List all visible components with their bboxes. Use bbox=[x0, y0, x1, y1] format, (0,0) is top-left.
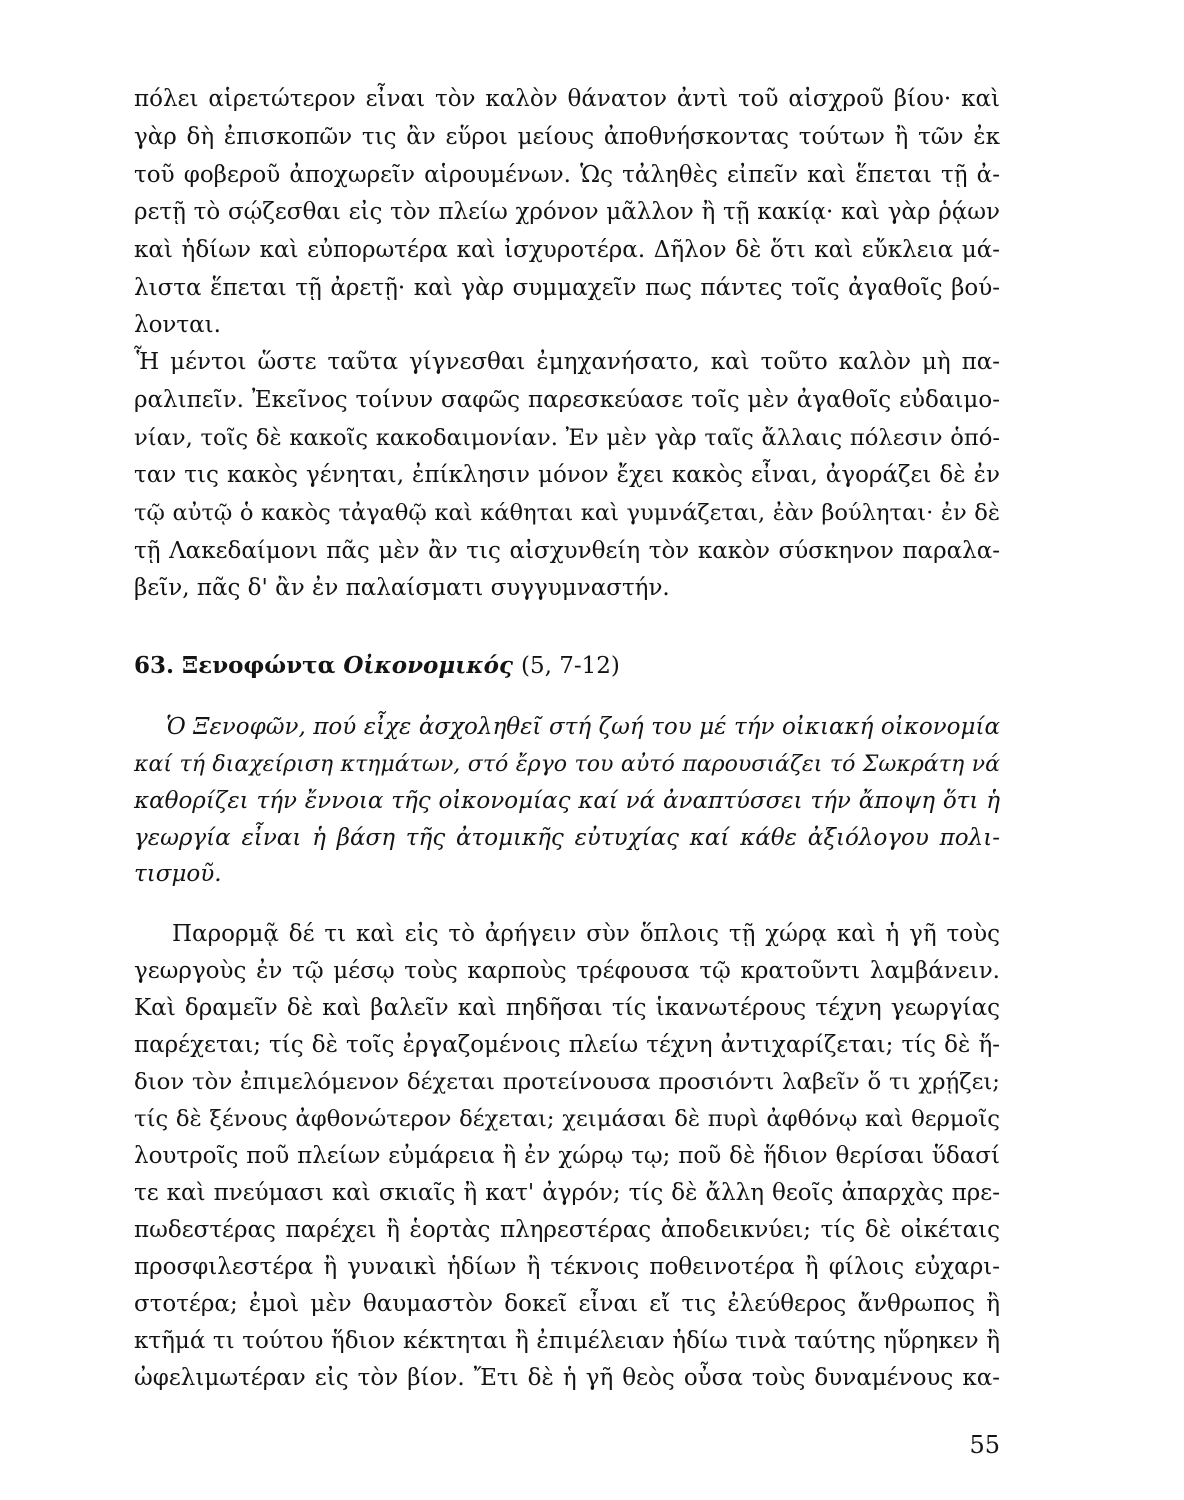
text-line: νίαν, τοῖς δὲ κακοῖς κακοδαιμονίαν. Ἐν μὲν γὰρ ταῖς ἄλλαις πόλεσιν ὁπό- bbox=[134, 425, 1000, 451]
text-line: Παρορμᾷ δέ τι καὶ εἰς τὸ ἀρήγειν σὺν ὅπλοις τῇ χώρᾳ καὶ ἡ γῆ τοὺς bbox=[172, 921, 1000, 947]
text-line: ὠφελιμωτέραν εἰς τὸν βίον. Ἔτι δὲ ἡ γῆ θεὸς οὖσα τοὺς δυναμένους κα- bbox=[134, 1365, 1000, 1391]
text-line: τῷ αὐτῷ ὁ κακὸς τἀγαθῷ καὶ κάθηται καὶ γυμνάζεται, ἐὰν βούληται· ἐν δὲ bbox=[134, 500, 1000, 526]
text-line: λουτροῖς ποῦ πλείων εὐμάρεια ἢ ἐν χώρῳ τῳ; ποῦ δὲ ἥδιον θερίσαι ὕδασί bbox=[134, 1143, 1000, 1169]
text-line: ταν τις κακὸς γένηται, ἐπίκλησιν μόνον ἔχει κακὸς εἶναι, ἀγοράζει δὲ ἐν bbox=[134, 462, 1000, 488]
page-number: 55 bbox=[969, 1431, 1000, 1459]
intro-line: καθορίζει τήν ἔννοια τῆς οἰκονομίας καί νά ἀναπτύσσει τήν ἄποψη ὅτι ἡ bbox=[134, 788, 1000, 814]
text-line: Καὶ δραμεῖν δὲ καὶ βαλεῖν καὶ πηδῆσαι τίς ἱκανωτέρους τέχνη γεωργίας bbox=[134, 995, 1000, 1021]
intro-line: Ὁ Ξενοφῶν, πού εἶχε ἀσχοληθεῖ στή ζωή του μέ τήν οἰκιακή οἰκονομία bbox=[166, 714, 1000, 740]
text-line: ραλιπεῖν. Ἐκεῖνος τοίνυν σαφῶς παρεσκεύασε τοῖς μὲν ἀγαθοῖς εὐδαιμο- bbox=[134, 387, 1000, 413]
text-line: ρετῇ τὸ σῴζεσθαι εἰς τὸν πλείω χρόνον μᾶλλον ἢ τῇ κακίᾳ· καὶ γὰρ ῥᾴων bbox=[134, 199, 1000, 225]
text-line: λονται. bbox=[134, 312, 221, 338]
text-line: διον τὸν ἐπιμελόμενον δέχεται προτείνουσα προσιόντι λαβεῖν ὅ τι χρῄζει; bbox=[134, 1069, 1000, 1095]
text-line: πόλει αἱρετώτερον εἶναι τὸν καλὸν θάνατον ἀντὶ τοῦ αἰσχροῦ βίου· καὶ bbox=[134, 86, 1000, 112]
text-line: τῇ Λακεδαίμονι πᾶς μὲν ἂν τις αἰσχυνθείη τὸν κακὸν σύσκηνον παραλα- bbox=[134, 538, 1000, 564]
text-line: γεωργοὺς ἐν τῷ μέσῳ τοὺς καρποὺς τρέφουσα τῷ κρατοῦντι λαμβάνειν. bbox=[134, 958, 1000, 984]
text-line: τίς δὲ ξένους ἀφθονώτερον δέχεται; χειμάσαι δὲ πυρὶ ἀφθόνῳ καὶ θερμοῖς bbox=[134, 1106, 1000, 1132]
section-number: 63. bbox=[134, 652, 175, 679]
text-line: κτῆμά τι τούτου ἥδιον κέκτηται ἢ ἐπιμέλειαν ἡδίω τινὰ ταύτης ηὕρηκεν ἢ bbox=[134, 1328, 1000, 1354]
intro-line: καί τή διαχείριση κτημάτων, στό ἔργο του αὐτό παρουσιάζει τό Σωκράτη νά bbox=[134, 751, 1000, 777]
text-line: πωδεστέρας παρέχει ἢ ἑορτὰς πληρεστέρας ἀποδεικνύει; τίς δὲ οἰκέταις bbox=[134, 1217, 1000, 1243]
text-line: στοτέρα; ἐμοὶ μὲν θαυμαστὸν δοκεῖ εἶναι εἴ τις ἐλεύθερος ἄνθρωπος ἢ bbox=[134, 1291, 1000, 1317]
text-line: τοῦ φοβεροῦ ἀποχωρεῖν αἱρουμένων. Ὡς τἀληθὲς εἰπεῖν καὶ ἕπεται τῇ ἀ- bbox=[134, 162, 1000, 188]
intro-line: γεωργία εἶναι ἡ βάση τῆς ἀτομικῆς εὐτυχίας καί κάθε ἀξιόλογου πολι- bbox=[134, 825, 1000, 851]
text-line: Ἧ μέντοι ὥστε ταῦτα γίγνεσθαι ἐμηχανήσατο, καὶ τοῦτο καλὸν μὴ πα- bbox=[134, 349, 1000, 375]
text-line: καὶ ἡδίων καὶ εὐπορωτέρα καὶ ἰσχυροτέρα. Δῆλον δὲ ὅτι καὶ εὔκλεια μά- bbox=[134, 237, 1000, 263]
intro-line: τισμοῦ. bbox=[134, 861, 222, 887]
text-line: τε καὶ πνεύμασι καὶ σκιαῖς ἢ κατ' ἀγρόν; τίς δὲ ἄλλη θεοῖς ἀπαρχὰς πρε- bbox=[134, 1180, 1000, 1206]
text-line: παρέχεται; τίς δὲ τοῖς ἐργαζομένοις πλείω τέχνη ἀντιχαρίζεται; τίς δὲ ἥ- bbox=[134, 1032, 1000, 1058]
section-heading bbox=[134, 651, 1000, 681]
section-reference: (5, 7-12) bbox=[520, 653, 620, 679]
text-line: γὰρ δὴ ἐπισκοπῶν τις ἂν εὕροι μείους ἀποθνήσκοντας τούτων ἢ τῶν ἐκ bbox=[134, 124, 1000, 150]
section-work-title: Οἰκονομικός bbox=[343, 652, 513, 679]
text-line: προσφιλεστέρα ἢ γυναικὶ ἡδίων ἢ τέκνοις ποθεινοτέρα ἢ φίλοις εὐχαρι- bbox=[134, 1254, 1000, 1280]
section-author: Ξενοφώντα bbox=[182, 652, 336, 679]
text-line: λιστα ἕπεται τῇ ἀρετῇ· καὶ γὰρ συμμαχεῖν πως πάντες τοῖς ἀγαθοῖς βού- bbox=[134, 275, 1000, 301]
text-line: βεῖν, πᾶς δ' ἂν ἐν παλαίσματι συγγυμναστήν. bbox=[134, 575, 670, 601]
